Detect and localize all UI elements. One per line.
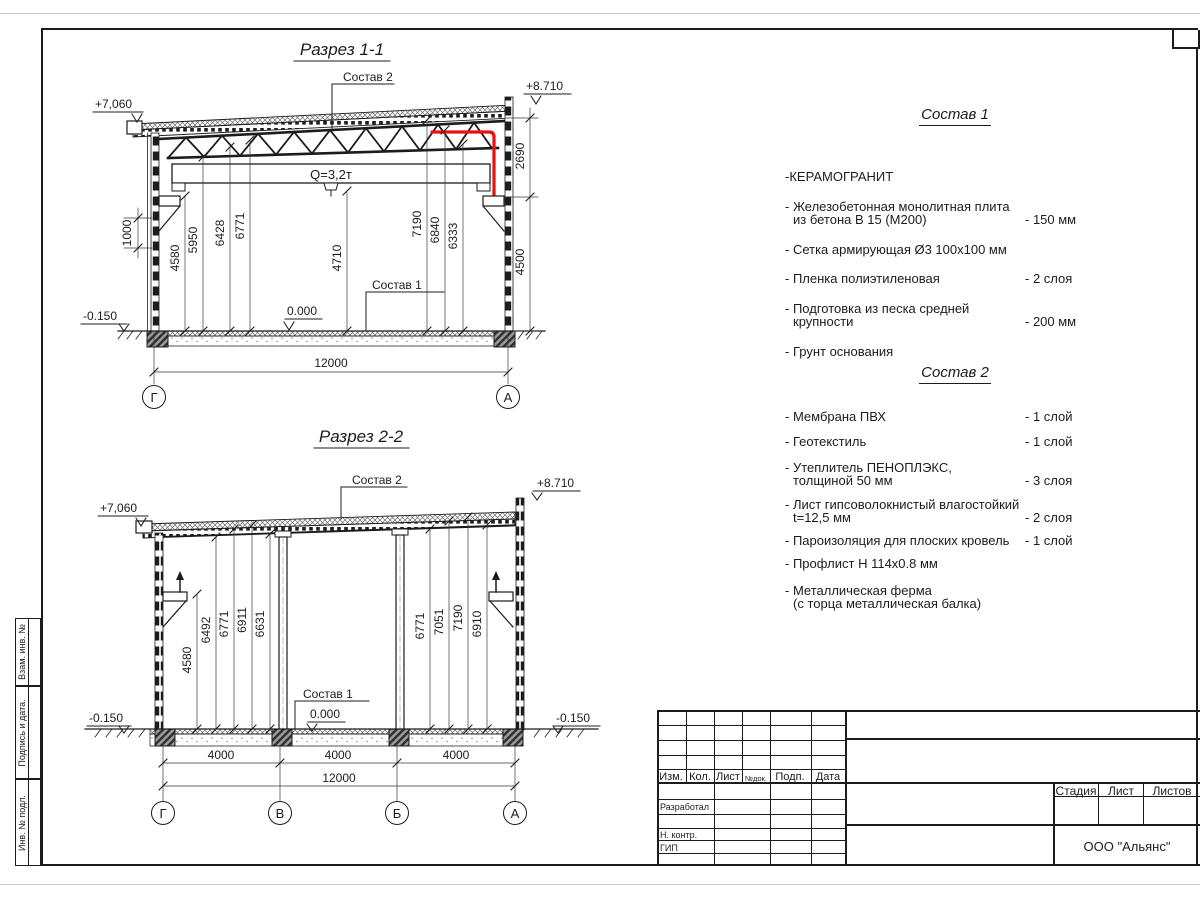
dim-label: 4710 — [330, 244, 344, 272]
elevation-label: +8.710 — [537, 476, 575, 490]
crane-capacity-label: Q=3,2т — [310, 167, 352, 182]
material-item: - Сетка армирующая Ø3 100х100 мм — [785, 242, 1007, 257]
dim-label: 6771 — [217, 610, 231, 638]
corbel-right — [489, 571, 513, 627]
leader-label: Состав 2 — [352, 473, 402, 487]
grid-axes — [152, 802, 527, 825]
elevation-label: -0.150 — [556, 711, 591, 725]
foundation-right — [494, 331, 515, 347]
dim-label: 6771 — [233, 212, 247, 240]
anchor-arrow-icon — [176, 571, 184, 580]
leader-label: Состав 2 — [343, 70, 393, 84]
margin-label: Инв. № подл. — [17, 794, 27, 851]
elevation-label: +8.710 — [526, 79, 564, 93]
axis-letter: Б — [392, 806, 402, 821]
material-item: - Пленка полиэтиленовая - 2 слоя — [785, 271, 1073, 286]
role-label: ГИП — [660, 843, 678, 853]
company-name: ООО "Альянс" — [1083, 839, 1171, 854]
material-item: -КЕРАМОГРАНИТ — [785, 169, 894, 184]
foundation-left — [147, 331, 168, 347]
sostav1-title: Состав 1 — [785, 108, 1125, 121]
stage-header: Листов — [1152, 784, 1192, 798]
rev-header: Подп. — [775, 771, 805, 783]
rev-header: Дата — [815, 771, 841, 783]
elevation-label: 0.000 — [287, 304, 318, 318]
dim-label: 5950 — [186, 226, 200, 254]
margin-label: Взам. инв. № — [17, 624, 27, 680]
dim-label: 4500 — [513, 248, 527, 276]
dim-label: 7051 — [432, 608, 446, 636]
roof-slab — [136, 512, 516, 538]
section-1-1-drawing — [81, 40, 571, 409]
sostav2-title: Состав 2 — [785, 366, 1125, 379]
material-item: - Железобетонная монолитная плита из бетона В 15 (М200) - 150 мм — [785, 199, 1077, 227]
material-item: - Грунт основания — [785, 344, 894, 359]
dim-label-span: 4000 — [207, 748, 235, 762]
dim-label: 6428 — [213, 219, 227, 247]
dim-label: 6333 — [446, 222, 460, 250]
stage-header: Лист — [1107, 784, 1135, 798]
dim-label: 6631 — [253, 610, 267, 638]
elevation-label: -0.150 — [89, 711, 124, 725]
elevation-label: +7,060 — [95, 97, 133, 111]
elevation-label: -0.150 — [83, 309, 118, 323]
column-axis-v — [275, 531, 291, 730]
dim-label-span: 4000 — [324, 748, 352, 762]
material-item: - Геотекстиль - 1 слой — [785, 434, 1073, 449]
margin-label: Подпись и дата. — [17, 698, 27, 767]
stage-header: Стадия — [1055, 784, 1097, 798]
axis-letter: Г — [159, 806, 167, 821]
material-item: - Утеплитель ПЕНОПЛЭКС, толщиной 50 мм - 3 слоя — [785, 460, 1073, 488]
section-title: Разрез 1-1 — [299, 40, 385, 59]
corbel-right — [483, 196, 504, 231]
material-item: - Пароизоляция для плоских кровель - 1 слой — [785, 533, 1073, 548]
dim-label: 6911 — [235, 607, 249, 633]
rev-header: №док. — [745, 774, 767, 783]
column-axis-b — [392, 529, 408, 730]
dim-label: 4580 — [168, 244, 182, 272]
column-left — [151, 133, 159, 333]
section-2-2-drawing — [85, 427, 600, 825]
dim-label: 2690 — [513, 142, 527, 170]
eave-block — [136, 521, 152, 533]
rev-header: Изм. — [659, 771, 683, 783]
corbel-left — [163, 571, 187, 627]
axis-letter: В — [275, 806, 285, 821]
material-item: - Профлист Н 114х0.8 мм — [785, 556, 938, 571]
column-axis-g — [155, 533, 163, 730]
column-right — [505, 97, 513, 333]
rev-header: Кол. — [689, 771, 711, 783]
section-title: Разрез 2-2 — [318, 427, 404, 446]
axis-letter: Г — [150, 390, 158, 405]
dim-label: 1000 — [120, 219, 134, 247]
role-label: Разработал — [660, 802, 709, 812]
elevation-label: 0.000 — [310, 707, 341, 721]
crane-beam — [172, 164, 490, 196]
corbel-left — [159, 196, 180, 231]
material-item: - Металлическая ферма (с торца металлическая балка) — [785, 583, 982, 611]
axis-letter: А — [510, 806, 520, 821]
elevation-label: +7,060 — [100, 501, 138, 515]
axis-letter: А — [503, 390, 513, 405]
rev-header: Лист — [716, 771, 740, 783]
crane-hook — [324, 183, 338, 190]
material-item: - Подготовка из песка средней крупности - 200 мм — [785, 301, 1077, 329]
column-axis-a — [516, 498, 524, 730]
leader-label: Состав 1 — [303, 687, 353, 701]
dim-label-total: 12000 — [314, 356, 348, 370]
dim-label: 6771 — [413, 612, 427, 640]
dim-label-span: 4000 — [442, 748, 470, 762]
floor-slab — [85, 729, 598, 746]
dim-label: 6840 — [428, 216, 442, 244]
material-item: - Мембрана ПВХ - 1 слой — [785, 409, 1073, 424]
dim-label: 6910 — [470, 610, 484, 638]
dim-label: 7190 — [410, 210, 424, 238]
dim-label: 7190 — [451, 604, 465, 632]
grid-axes — [143, 386, 520, 409]
dim-label-total: 12000 — [322, 771, 356, 785]
eave-block — [127, 121, 142, 134]
dim-label: 6492 — [199, 616, 213, 644]
role-label: Н. контр. — [660, 830, 698, 840]
material-item: - Лист гипсоволокнистый влагостойкий t=12,5 мм - 2 слоя — [785, 497, 1073, 525]
anchor-arrow-icon — [492, 571, 500, 580]
dim-label: 4580 — [180, 646, 194, 674]
leader-label: Состав 1 — [372, 278, 422, 292]
